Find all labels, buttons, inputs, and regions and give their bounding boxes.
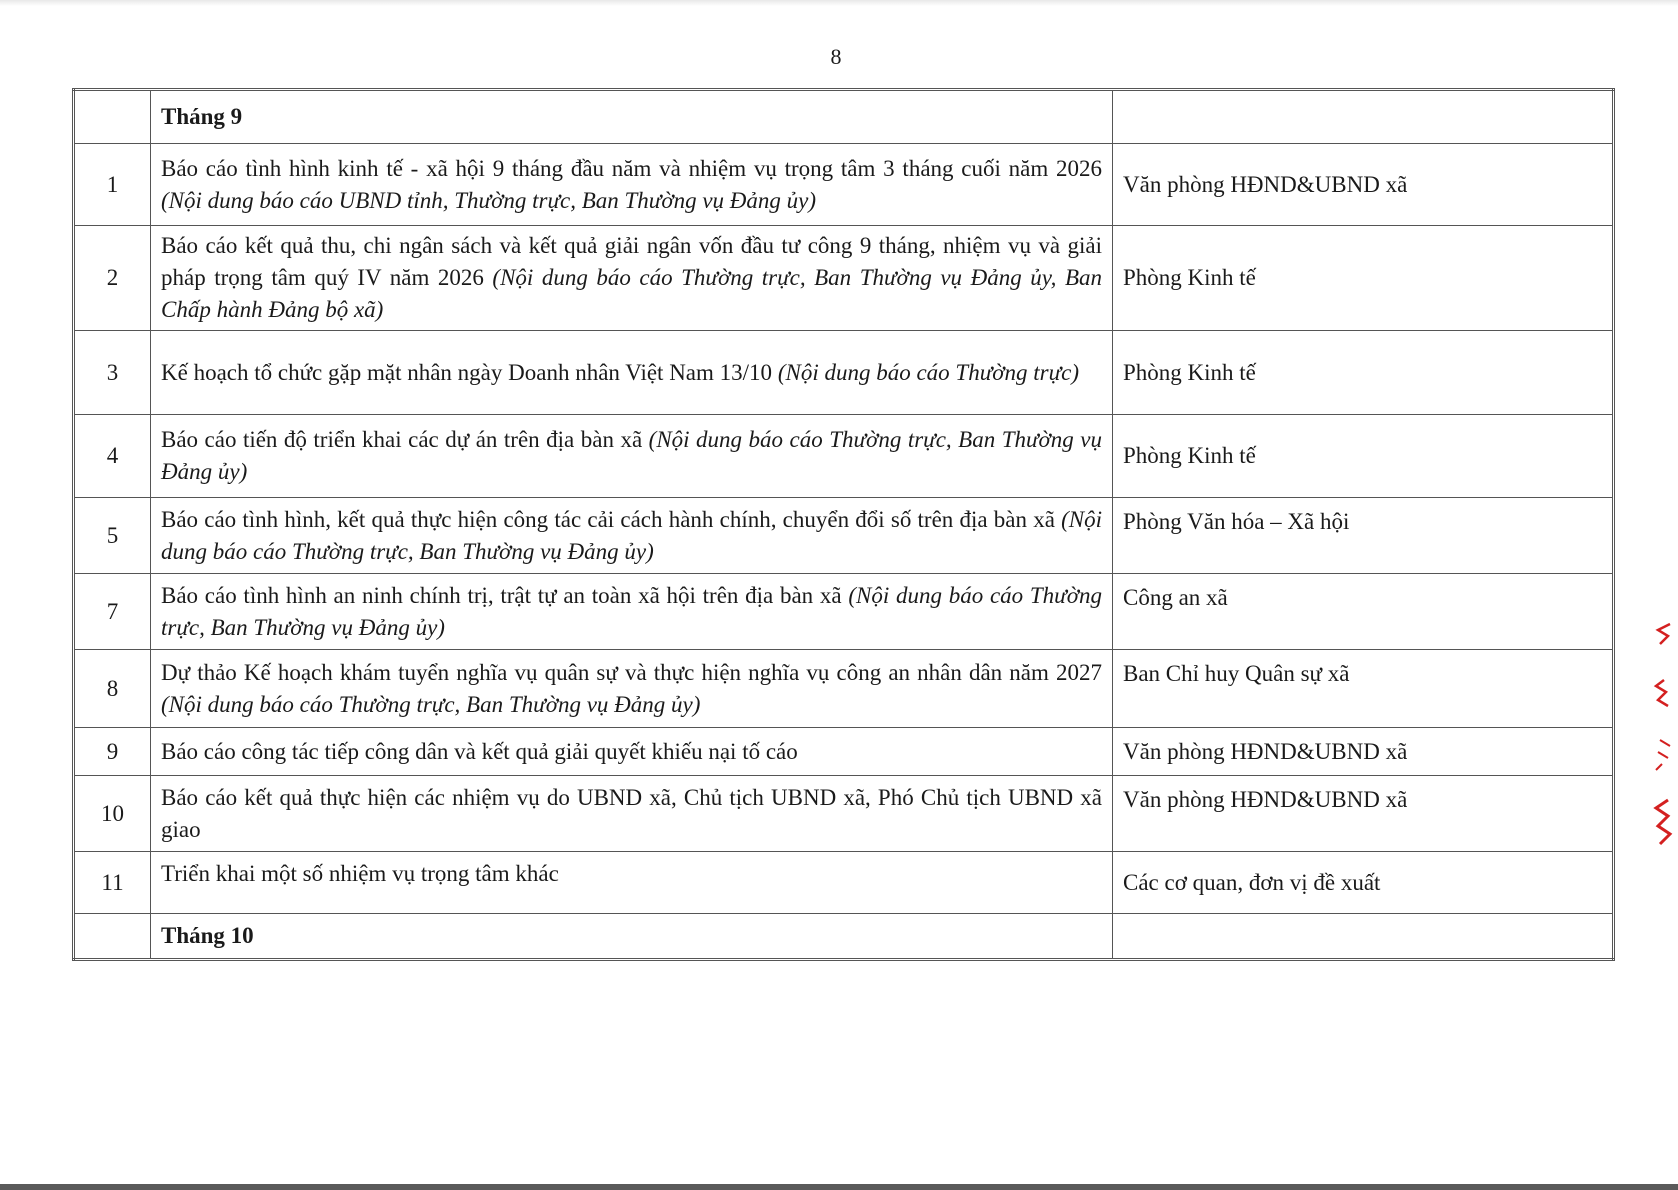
stt-cell: 4 — [74, 415, 151, 498]
task-content — [151, 574, 1113, 650]
stt-cell: 3 — [74, 331, 151, 415]
responsible-unit: Phòng Văn hóa – Xã hội — [1113, 498, 1614, 574]
unit-cell — [1113, 90, 1614, 144]
task-content — [151, 144, 1113, 226]
responsible-unit: Văn phòng HĐND&UBND xã — [1113, 728, 1614, 776]
scan-bottom-edge — [0, 1184, 1678, 1190]
task-text: Báo cáo tiến độ triển khai các dự án trên địa bàn xã — [161, 427, 649, 452]
task-note: (Nội dung báo cáo Thường trực, Ban Thường vụ Đảng ủy, Ban Chấp hành Đảng bộ xã) — [161, 265, 1102, 322]
red-stamp-edge — [1650, 620, 1674, 850]
responsible-unit: Văn phòng HĐND&UBND xã — [1113, 776, 1614, 852]
month-header-row — [74, 914, 1614, 960]
task-note: (Nội dung báo cáo Thường trực, Ban Thường vụ Đảng ủy) — [161, 427, 1103, 484]
month-header-row — [74, 90, 1614, 144]
stt-cell — [74, 914, 151, 960]
month-label: Tháng 9 — [151, 90, 1113, 144]
responsible-unit: Phòng Kinh tế — [1113, 331, 1614, 415]
work-plan-table — [72, 88, 1615, 961]
month-label: Tháng 10 — [151, 914, 1113, 960]
task-content — [151, 728, 1113, 776]
task-text: Báo cáo tình hình an ninh chính trị, trật tự an toàn xã hội trên địa bàn xã — [161, 582, 849, 608]
task-text: Báo cáo tình hình kinh tế - xã hội 9 tháng đầu năm và nhiệm vụ trọng tâm 3 tháng cuối năm 2026 — [161, 155, 1102, 181]
unit-cell — [1113, 914, 1614, 960]
task-text: Báo cáo công tác tiếp công dân và kết quả giải quyết khiếu nại tố cáo — [161, 738, 798, 764]
task-note: (Nội dung báo cáo Thường trực) — [777, 359, 1080, 385]
task-text: Báo cáo kết quả thực hiện các nhiệm vụ do UBND xã, Chủ tịch UBND xã, Phó Chủ tịch UBND xã giao — [161, 784, 1102, 842]
table-row — [74, 776, 1614, 852]
responsible-unit: Văn phòng HĐND&UBND xã — [1113, 144, 1614, 226]
stamp-stroke — [1656, 680, 1668, 706]
scan-top-edge — [0, 0, 1678, 6]
table-row — [74, 574, 1614, 650]
stt-cell — [74, 90, 151, 144]
task-text: Dự thảo Kế hoạch khám tuyển nghĩa vụ quân sự và thực hiện nghĩa vụ công an nhân dân năm 2027 — [161, 659, 1102, 685]
page-number: 8 — [830, 44, 842, 69]
stt-cell: 10 — [74, 776, 151, 852]
task-content — [151, 415, 1113, 498]
stt-cell: 7 — [74, 574, 151, 650]
stamp-stroke — [1658, 624, 1670, 644]
table-row — [74, 728, 1614, 776]
task-text: Báo cáo kết quả thu, chi ngân sách và kết quả giải ngân vốn đầu tư công 9 tháng, nhiệm vụ và giải pháp trọng tâm quý IV năm 2026 — [161, 233, 1102, 290]
stt-cell: 8 — [74, 650, 151, 728]
table-row — [74, 144, 1614, 226]
table-row — [74, 331, 1614, 415]
stt-cell: 1 — [74, 144, 151, 226]
task-content — [151, 226, 1113, 331]
task-note: (Nội dung báo cáo Thường trực, Ban Thường vụ Đảng ủy) — [161, 582, 1102, 640]
stamp-stroke — [1656, 740, 1670, 770]
stt-cell: 2 — [74, 226, 151, 331]
task-note: (Nội dung báo cáo Thường trực, Ban Thường vụ Đảng ủy) — [161, 506, 1102, 564]
table-row — [74, 852, 1614, 914]
responsible-unit: Ban Chỉ huy Quân sự xã — [1113, 650, 1614, 728]
stt-cell: 5 — [74, 498, 151, 574]
task-text: Báo cáo tình hình, kết quả thực hiện công tác cải cách hành chính, chuyển đổi số trên địa bàn xã — [161, 506, 1062, 532]
task-note: (Nội dung báo cáo Thường trực, Ban Thường vụ Đảng ủy) — [161, 691, 701, 717]
stamp-stroke — [1656, 800, 1670, 844]
stt-cell: 9 — [74, 728, 151, 776]
responsible-unit: Phòng Kinh tế — [1113, 415, 1614, 498]
task-content — [151, 852, 1113, 914]
table-row — [74, 415, 1614, 498]
table-row — [74, 226, 1614, 331]
responsible-unit: Các cơ quan, đơn vị đề xuất — [1113, 852, 1614, 914]
stt-cell: 11 — [74, 852, 151, 914]
responsible-unit: Công an xã — [1113, 574, 1614, 650]
task-text: Triển khai một số nhiệm vụ trọng tâm khác — [161, 861, 559, 886]
task-note: (Nội dung báo cáo UBND tỉnh, Thường trực, Ban Thường vụ Đảng ủy) — [161, 187, 817, 213]
task-content — [151, 331, 1113, 415]
task-content — [151, 498, 1113, 574]
task-content — [151, 776, 1113, 852]
task-text: Kế hoạch tổ chức gặp mặt nhân ngày Doanh nhân Việt Nam 13/10 — [161, 359, 778, 385]
table-row — [74, 650, 1614, 728]
responsible-unit: Phòng Kinh tế — [1113, 226, 1614, 331]
table-row — [74, 498, 1614, 574]
task-content — [151, 650, 1113, 728]
